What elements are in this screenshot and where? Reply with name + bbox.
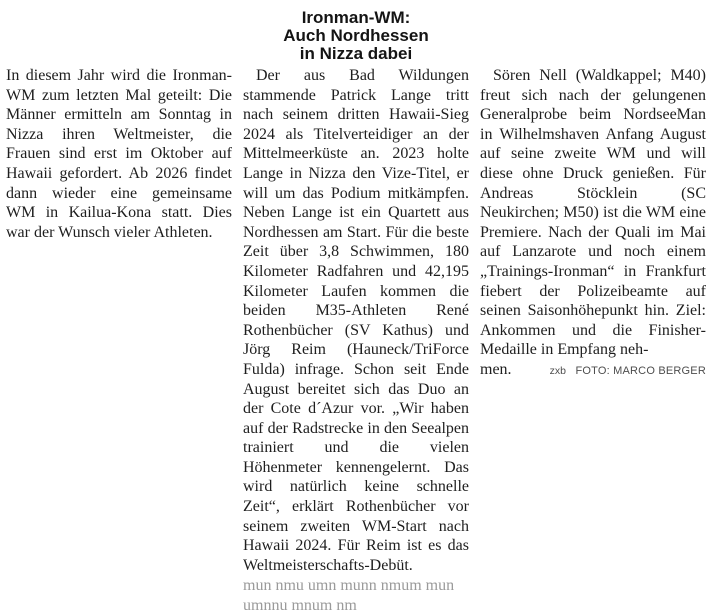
headline-line-2: Auch Nordhessen	[283, 26, 429, 45]
article-column-1	[6, 66, 232, 582]
headline-line-1: Ironman-WM:	[301, 8, 411, 27]
paragraph-lange-quartett: Der aus Bad Wildungen stammende Patrick Lange tritt nach seinem dritten Hawaii-Sieg 2024 als Titelverteidiger an der Mittelmeerküste an. 2023 holte Lange in Nizza den Vize-Titel, er will um das Podium mitkämpfen. Neben Lange ist ein Quartett aus Nordhessen am Start. Für die beste Zeit über 3,8 Schwimmen, 180 Kilometer Radfahren und 42,195 Kilometer Laufen kommen die beiden M35-Athleten René Rothenbücher (SV Kathus) und Jörg Reim (Hauneck/TriForce Fulda) infrage. Schon seit Ende August bereitet sich das Duo an der Cote d´Azur vor. „Wir haben auf der Radstrecke in den Seealpen trainiert und die vielen Höhenmeter kennengelernt. Das wird natürlich keine schnelle Zeit“, erklärt Rothenbücher vor seinem zweiten WM-Start nach Hawaii 2024. Für Reim ist es das Weltmeisterschafts-Debüt.	[243, 67, 469, 574]
article-column-3	[480, 66, 706, 582]
author-initials: zxb	[549, 364, 567, 377]
photo-credit-text: FOTO: MARCO BERGER	[575, 364, 706, 377]
final-line-with-credit	[480, 360, 706, 382]
article-headline	[0, 0, 712, 63]
paragraph-last-word: men.	[480, 360, 512, 378]
paragraph-intro: In diesem Jahr wird die Ironman-WM zum letzten Mal geteilt: Die Männer ermitteln am Sonntag in Nizza ihren Weltmeister, die Frauen sind erst im Oktober auf Hawaii gefordert. Ab 2026 findet dann wieder eine gemeinsame WM in Kailua-Kona statt. Dies war der Wunsch vieler Athleten.	[6, 67, 232, 241]
clipped-partial-text-line: mun nmu umn munn nmum mun umnnu mnum nm	[243, 577, 455, 615]
article-column-2	[243, 66, 469, 615]
article-columns	[0, 65, 712, 615]
paragraph-nell-stoecklein: Sören Nell (Waldkappel; M40) freut sich nach der gelungenen Generalprobe beim NordseeMan in Wilhelmshaven Anfang August auf seine zweite WM und will diese ohne Druck genießen. Für Andreas Stöcklein (SC Neukirchen; M50) ist die WM eine Premiere. Nach der Quali im Mai auf Lanzarote und noch einem „Trainings-Ironman“ in Frankfurt fiebert der Polizeibeamte auf seinen Saisonhöhepunkt hin. Ziel: Ankommen und die Finisher-Medaille in Empfang neh-	[480, 67, 706, 359]
headline-line-3: in Nizza dabei	[299, 44, 413, 63]
photo-credit	[550, 360, 706, 382]
